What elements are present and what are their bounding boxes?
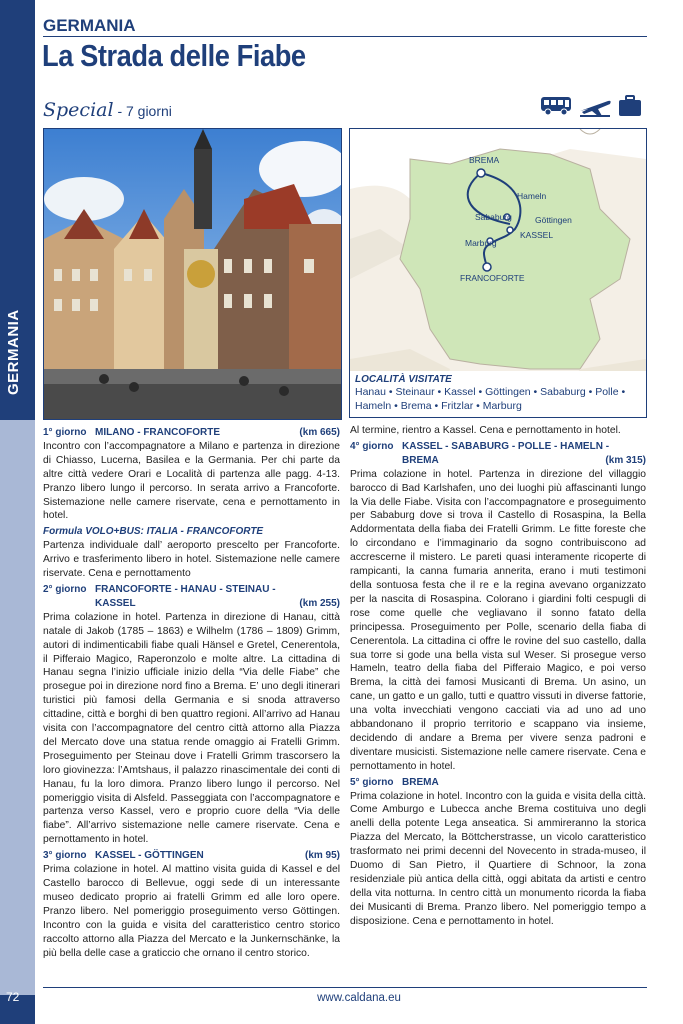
map-label-sababurg: Sababurg bbox=[475, 212, 512, 222]
map-label-hameln: Hameln bbox=[517, 191, 547, 201]
day4-number: 4° giorno bbox=[350, 440, 394, 452]
footer-url[interactable]: www.caldana.eu bbox=[317, 992, 401, 1004]
map-label-francoforte: FRANCOFORTE bbox=[460, 273, 525, 283]
formula-title: Formula VOLO+BUS: ITALIA - FRANCOFORTE bbox=[43, 526, 264, 538]
day2-route: FRANCOFORTE - HANAU - STEINAU - bbox=[95, 583, 276, 595]
footer-rule bbox=[43, 987, 647, 988]
header-rule bbox=[43, 36, 647, 37]
map-label-brema: BREMA bbox=[469, 155, 500, 165]
route-map bbox=[349, 128, 647, 418]
day4-heading bbox=[350, 440, 646, 454]
transport-icons bbox=[540, 95, 642, 122]
right-column bbox=[350, 424, 646, 929]
special-line bbox=[43, 99, 172, 121]
day3-route: KASSEL - GÖTTINGEN bbox=[95, 850, 204, 862]
localities-text: Hanau • Steinaur • Kassel • Göttingen • Sababurg • Polle • Hameln • Brema • Fritzlar • Marburg bbox=[355, 386, 626, 412]
day4-route: KASSEL - SABABURG - POLLE - HAMELN - bbox=[402, 440, 610, 452]
map-label-gottingen: Göttingen bbox=[535, 215, 572, 225]
day2-km: (km 255) bbox=[299, 597, 340, 609]
formula-text: Partenza individuale dall’ aeroporto prescelto per Francoforte. Arrivo e trasferimento libero in hotel. Sistemazione nelle camere riservate. Cena e pernottamento bbox=[43, 540, 340, 580]
day3-number: 3° giorno bbox=[43, 850, 87, 862]
day3-text-cont: Al termine, rientro a Kassel. Cena e pernottamento in hotel. bbox=[350, 425, 621, 436]
duration: - 7 giorni bbox=[117, 103, 172, 119]
bus-icon bbox=[540, 95, 572, 122]
day2-text: Prima colazione in hotel. Partenza in direzione di Hanau, città natale di Jakob (1785 – 1863) e Wilhelm (1786 – 1809) Grimm, autori di indimenticabili fiabe quali Hänsel e Gretel, Cenerentola, il Pifferaio Magico, Raperonzolo e molte altre. La cittadina di Hanau segna l’inizio ufficiale inizio della “Via delle Fiabe” che prosegue poi in direzione nord fino a Brema. E’ uno degli itinerari turistici più famosi della Germania e si snoda attraverso cittadine, città e borghi di ben quattro regioni. All’arrivo ad Hanau visita con l’accompagnatore del centro città attorno alla Piazza del Mercato dove una statua rende omaggio ai Fratelli Grimm. Proseguimento per Steinau dove i Fratelli Grimm trascorsero la loro giovinezza: l’Amtshaus, il palazzo rinascimentale dei conti di Hanau, fu la loro dimora. Pranzo libero lungo il percorso. Nel pomeriggio visita di Alsfeld. Passeggiata con l’accompagnatore e partenza verso Kassel, vero e proprio cuore della “Via delle fiabe”. All’arrivo sistemazione nelle camere riservate. Cena e pernottamento in hotel. bbox=[43, 611, 340, 846]
localities-title: LOCALITÀ VISITATE bbox=[355, 374, 452, 385]
page-number: 72 bbox=[6, 990, 20, 1004]
sidebar-light-band bbox=[0, 420, 35, 995]
day5-text: Prima colazione in hotel. Incontro con la guida e visita della città. Come Amburgo e Lubecca anche Brema costituiva uno degli anelli della potente Lega anseatica. Si ammireranno la storica Piazza del Mercato, la Böttcherstrasse, un vicolo caratteristico trasformato nei primi decenni del Novecento in strada-museo, il Duomo di San Pietro, il Quartiere di Schnoor, la zona residenziale più antica della città, oggi abitata da artisti e centro della vita notturna. In centro città un monumento ricorda la fiaba dei Musicanti di Brema. Pranzo libero. Nel pomeriggio tempo a disposizione. Cena e pernottamento in hotel. bbox=[350, 790, 646, 927]
map-label-kassel: KASSEL bbox=[520, 230, 554, 240]
day1-heading bbox=[43, 426, 340, 440]
map-label-marburg: Marburg bbox=[465, 238, 497, 248]
day1-route: MILANO - FRANCOFORTE bbox=[95, 427, 220, 438]
sidebar-country-label: GERMANIA bbox=[5, 309, 22, 395]
country-heading: GERMANIA bbox=[43, 16, 136, 35]
day1-km: (km 665) bbox=[299, 427, 340, 438]
day3-km: (km 95) bbox=[304, 850, 340, 862]
day2-number: 2° giorno bbox=[43, 583, 87, 595]
day4-km: (km 315) bbox=[605, 454, 646, 466]
day3-heading bbox=[43, 849, 340, 863]
day4-text: Prima colazione in hotel. Partenza in direzione del villaggio barocco di Bad Karlshafen, uno dei luoghi più affascinanti lungo la Via delle Fiabe. Visita con l’accompagnatore e proseguimento per Sababurg dove si trova il Castello di Rosaspina, la Bella Addormentata della fiaba dei Fratelli Grimm. Le fitte foreste che lo circondano e l’immaginario da sogno contribuiscono ad accrescerne il mistero. Le pareti quasi interamente ricoperte di rampicanti, la canna fumaria annerita, erano i muti testimoni della sontuosa festa che il re e la regina avevano organizzato per la nascita di Rosaspina. Colorano i giardini folti cespugli di rose come quelle che vegliavano il sonno fatato della principessa. Proseguimento per Polle, scenario della fiaba di Cenerentola. La cittadina ci offre le rovine del suo castello, dalla sua torre si gode una bella vista sul Weser. Si prosegue verso Hameln, teatro della fiaba del Pifferaio Magico, e poi verso Brema, la città dei famosi Musicanti di Brema. Un asino, un cane, un gatto e un gallo, tutti e quattro vissuti in diverse fattorie, una volta invecchiati vengono cacciati via ad uno ad uno abbandonano il proprio territorio e scappano via insieme, decidendo di andare a Brema per vivere senza padroni e diventare musicisti. Sistemazione nelle camere riservate. Cena e pernottamento in hotel. bbox=[350, 468, 646, 772]
plane-icon bbox=[578, 95, 612, 122]
day3-text: Prima colazione in hotel. Al mattino visita guida di Kassel e del Castello barocco di Bellevue, oggi sede di un interessante museo dedicato proprio ai fratelli Grimm ed alle loro opere. Pranzo libero. Nel pomeriggio proseguimento verso Göttingen. Incontro con la guida e visita del caratteristico centro storico raccolto attorno alla Piazza del Mercato e la Junkernschänke, la più bella delle case a graticcio che ornano il centro storico. bbox=[43, 864, 340, 959]
day4-route-end: BREMA bbox=[402, 454, 439, 466]
day1-text: Incontro con l’accompagnatore a Milano e partenza in direzione di Chiasso, Lucerna, Basilea e la Germania. Per chi parte da altre città vedere Orari e Località di partenza alle pagg. 4-13. Pranzo libero lungo il percorso. In serata arrivo a Francoforte. Sistemazione nelle camere riservate, cena e pernottamento in hotel. bbox=[43, 440, 340, 522]
day5-heading bbox=[350, 776, 646, 790]
day4-heading-line2 bbox=[350, 454, 646, 468]
day1-number: 1° giorno bbox=[43, 427, 87, 438]
day5-route: BREMA bbox=[402, 776, 439, 788]
special-word: Special bbox=[43, 99, 114, 121]
day5-number: 5° giorno bbox=[350, 776, 394, 788]
day2-route-end: KASSEL bbox=[95, 597, 136, 609]
page-title: La Strada delle Fiabe bbox=[42, 38, 306, 73]
sidebar bbox=[0, 0, 35, 1024]
day2-heading-line2 bbox=[43, 597, 340, 611]
bremen-photo bbox=[43, 128, 342, 420]
left-column bbox=[43, 424, 340, 960]
day2-heading bbox=[43, 583, 340, 597]
suitcase-icon bbox=[618, 95, 642, 122]
